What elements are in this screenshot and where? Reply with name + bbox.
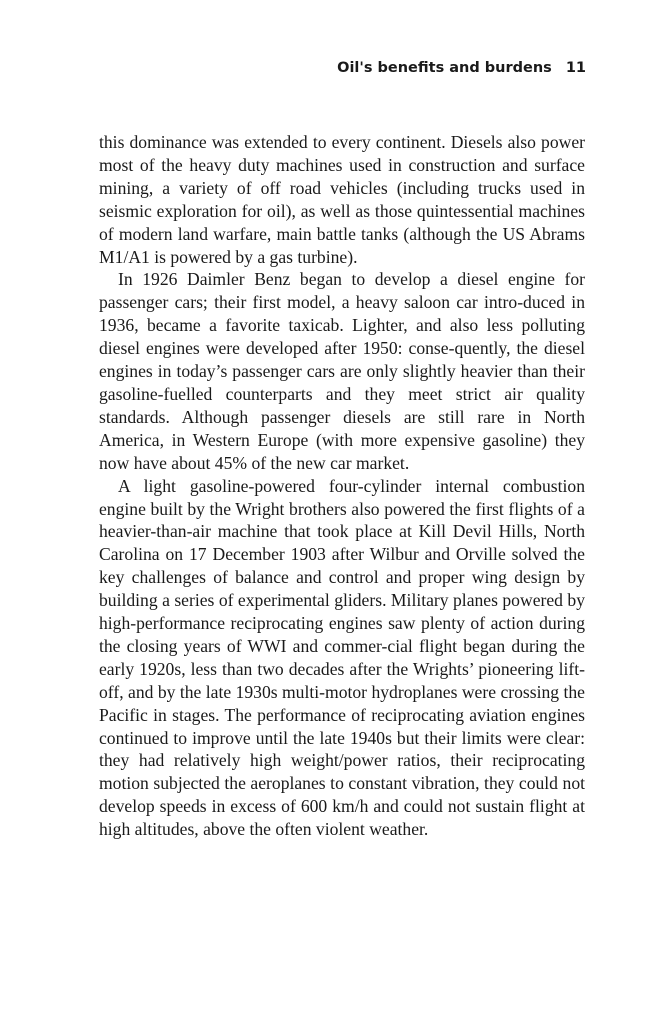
paragraph-wright-aviation: A light gasoline-powered four-cylinder internal combustion engine built by the Wright brothers also powered the first flights of a heavier-than-air machine that took place at Kill Devil Hills, North Carolina on 17 December 1903 after Wilbur and Orville solved the key challenges of balance and control and proper wing design by building a series of experimental gliders. Military planes powered by high-performance reciprocating engines saw plenty of action during the closing years of WWI and commer-cial flight began during the early 1920s, less than two decades after the Wrights’ pioneering lift-off, and by the late 1930s multi-motor hydroplanes were crossing the Pacific in stages. The performance of reciprocating aviation engines continued to improve until the late 1940s but their limits were clear: they had relatively high weight/power ratios, their reciprocating motion subjected the aeroplanes to constant vibration, they could not develop speeds in excess of 600 km/h and could not sustain flight at high altitudes, above the often violent weather. — [99, 475, 585, 840]
running-head — [337, 60, 586, 76]
running-head-title: Oil's benefits and burdens — [337, 60, 552, 76]
paragraph-daimler-diesel: In 1926 Daimler Benz began to develop a diesel engine for passenger cars; their first model, a heavy saloon car intro-duced in 1936, became a favorite taxicab. Lighter, and also less polluting diesel engines were developed after 1950: conse-quently, the diesel engines in today’s passenger cars are only slightly heavier than their gasoline-fuelled counterparts and they meet strict air quality standards. Although passenger diesels are still rare in North America, in Western Europe (with more expensive gasoline) they now have about 45% of the new car market. — [99, 269, 585, 473]
body-text — [99, 131, 585, 841]
paragraph-continued: this dominance was extended to every continent. Diesels also power most of the heavy duty machines used in construction and surface mining, a variety of off road vehicles (including trucks used in seismic exploration for oil), as well as those quintessential machines of modern land warfare, main battle tanks (although the US Abrams M1/A1 is powered by a gas turbine). — [99, 132, 585, 267]
page-number: 11 — [565, 60, 586, 76]
